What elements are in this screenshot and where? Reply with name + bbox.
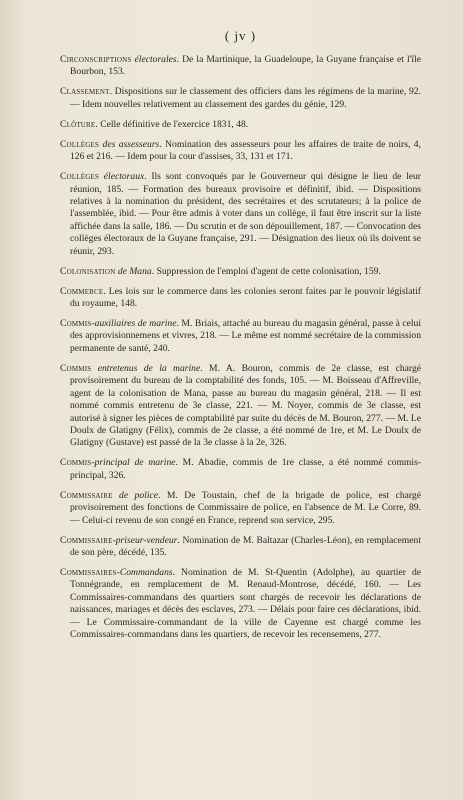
entry-body: . M. De Toustain, chef de la brigade de police, est chargé provisoirement des fonctions de Commissaire de police, en l'absence de M. Le Corre, 89. — Celui-ci revenu de son congé en France, reprend son service, 295. <box>70 489 421 526</box>
index-entry <box>60 457 421 482</box>
index-entry <box>60 139 421 164</box>
page-number: ( jv ) <box>224 28 257 43</box>
entry-heading: Commissaire <box>60 534 113 546</box>
index-entry <box>60 363 421 450</box>
entry-body: . M. A. Bouron, commis de 2e classe, est chargé provisoirement du bureau de la comptabilité des fonds, 105. — M. Boisseau d'Affreville, agent de la colonisation de Mana, passe au bureau du magasin général, 218. — Il est nommé commis entretenu de 3e classe, 221. — M. Noyer, commis de 3e classe, est autorisé à signer les pièces de comptabilité par suite du décès de M. Bouron, 277. — M. Le Doulx de Glatigny (Félix), commis de 2e classe, a été nommé de 1re, et M. Le Doulx de Glatigny (Gustave) est passé de la 3e classe à la 2e, 326. <box>70 362 422 449</box>
entry-subheading: -principal de marine <box>91 457 176 469</box>
entry-body: . M. Briais, attaché au bureau du magasin général, passe à celui des approvisionnemens et vivres, 218. — Le même est nommé secrétaire de la commission permanente de santé, 240. <box>70 318 422 354</box>
entry-heading: Commissaires <box>60 566 117 578</box>
index-entry <box>60 490 421 527</box>
entry-body: . De la Martinique, la Guadeloupe, la Guyane française et l'île Bourbon, 153. <box>70 54 421 78</box>
entry-heading: Clôture <box>60 118 96 130</box>
index-entries <box>60 54 421 641</box>
entry-heading: Commissaire <box>60 489 113 501</box>
entry-heading: Commis <box>60 457 92 469</box>
index-entry <box>60 54 421 79</box>
entry-body: . Ils sont convoqués par le Gouverneur qui désigne le lieu de leur réunion, 185. — Formation des bureaux provisoire et définitif, ibid. — Dispositions relatives à la nomination du président, des secrétaires et des scrutateurs; à la police de l'assemblée, ibid. — Pour être admis à voter dans un collège, il faut être inscrit sur la liste affichée dans la salle, 186. — Du scrutin et de son dépouillement, 187. — Convocation des collèges électoraux de la Guyane française, 291. — Désignation des lieux où ils doivent se réunir, 293. <box>70 171 422 257</box>
entry-body: . Nomination de M. St-Quentin (Adolphe), au quartier de Tonnégrande, en remplacement de M. Renaud-Montrose, décédé, 160. — Les Commissaires-commandans des quartiers sont chargés de recevoir les déclarations de naissances, mariages et décès des esclaves, 273. — Délais pour faire ces déclarations, ibid. — Le Commissaire-commandant de la ville de Cayenne est chargé comme les Commissaires-commandans dans les quartiers, de recevoir les recensemens, 277. <box>70 566 421 640</box>
entry-subheading: -priseur-vendeur <box>112 534 178 546</box>
entry-heading: Collèges <box>60 138 100 150</box>
index-entry <box>60 86 421 111</box>
entry-subheading: entretenus de la marine <box>91 362 201 374</box>
entry-heading: Commerce <box>60 285 104 297</box>
index-entry <box>60 266 421 278</box>
entry-heading: Collèges <box>60 171 100 183</box>
entry-body: . Les lois sur le commerce dans les colonies seront faites par le pouvoir législatif du royaume, 148. <box>70 285 421 310</box>
index-entry <box>60 171 421 258</box>
index-entry <box>60 318 421 355</box>
entry-subheading: des assesseurs <box>99 138 160 150</box>
entry-subheading: de police <box>112 489 158 501</box>
entry-subheading: -Commandans <box>116 566 173 578</box>
index-entry <box>60 119 421 131</box>
entry-subheading: électoraux <box>99 171 145 183</box>
entry-heading: Commis <box>60 362 92 374</box>
entry-heading: Classement <box>60 86 110 98</box>
entry-subheading: électorales <box>131 54 177 65</box>
entry-body: . Dispositions sur le classement des officiers dans les régimens de la marine, 92. — Idem nouvelles relativement au classement des gardes du génie, 129. <box>70 86 421 110</box>
entry-heading: Commis <box>60 318 92 330</box>
entry-body: . Celle définitive de l'exercice 1831, 48. <box>95 118 249 130</box>
index-entry <box>60 567 421 641</box>
index-entry <box>60 535 421 560</box>
entry-body: . Suppression de l'emploi d'agent de cette colonisation, 159. <box>151 265 381 277</box>
entry-heading: Circonscriptions <box>60 54 132 65</box>
entry-subheading: de Mana <box>115 265 152 277</box>
entry-body: . Nomination de M. Baltazar (Charles-Léon), en remplacement de son père, décédé, 135. <box>70 534 421 558</box>
index-entry <box>60 286 421 311</box>
entry-subheading: -auxiliaires de marine <box>91 318 177 330</box>
entry-body: . M. Abadie, commis de 1re classe, a été nommé commis-principal, 326. <box>70 457 421 481</box>
entry-heading: Colonisation <box>60 265 116 277</box>
entry-body: . Nomination des assesseurs pour les affaires de traite de noirs, 4, 126 et 216. — Idem pour la cour d'assises, 33, 131 et 171. <box>70 138 421 163</box>
